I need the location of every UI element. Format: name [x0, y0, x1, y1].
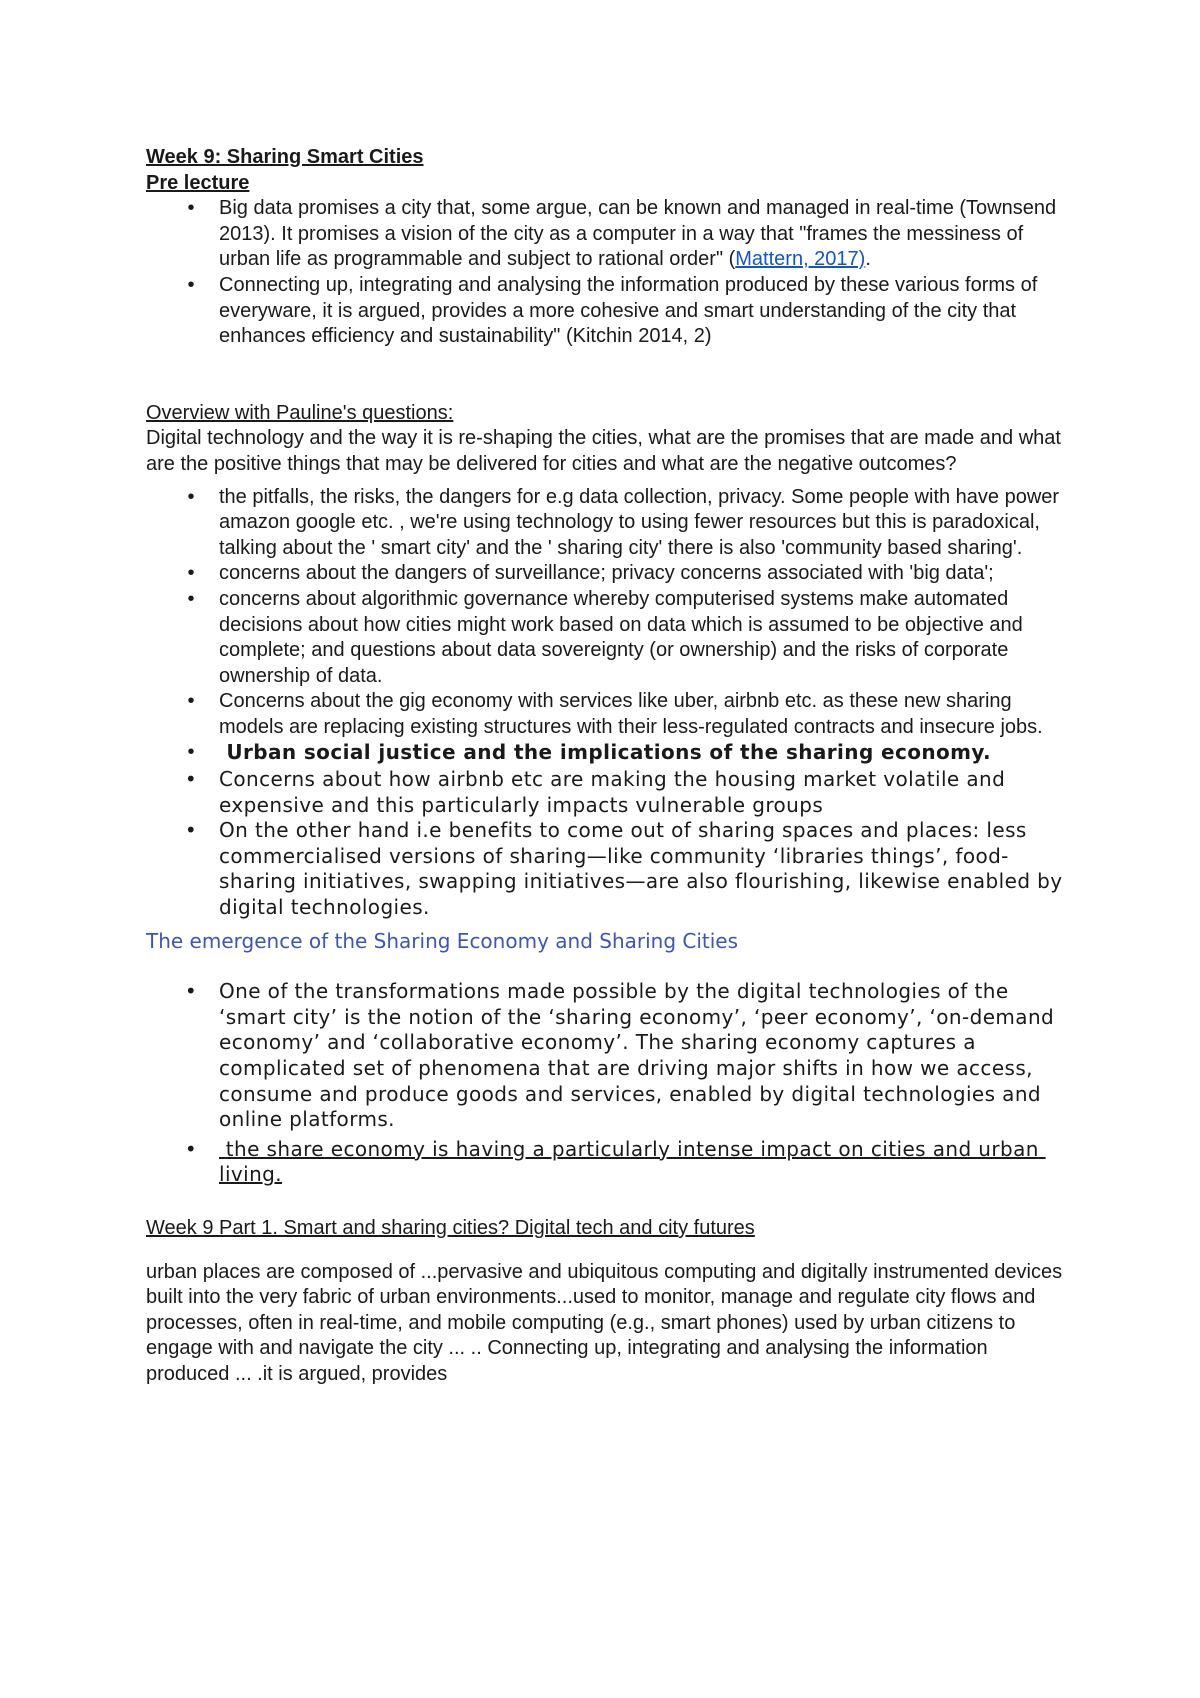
- bullet-icon: •: [187, 690, 195, 713]
- list-item: [146, 196, 1066, 273]
- bullet-icon: •: [184, 818, 198, 843]
- list-item-text: the pitfalls, the risks, the dangers for e.g data collection, privacy. Some people with have power amazon google etc. , we're using technology to using fewer resources but this is paradoxical, talking about the ' smart city' and the ' sharing city' there is also 'community based sharing'.: [219, 485, 1060, 559]
- overview-list: [146, 485, 1066, 921]
- list-item-text: One of the transformations made possible by the digital technologies of the ‘smart city’ is the notion of the ‘sharing economy’, ‘peer economy’, ‘on-demand economy’ and ‘collaborative economy’. The sharing economy captures a complicated set of phenomena that are driving major shifts in how we access, consume and produce goods and services, enabled by digital technologies and online platforms.: [219, 979, 1055, 1132]
- pre-lecture-heading: Pre lecture: [146, 171, 250, 194]
- bullet-icon: •: [187, 197, 195, 220]
- list-item: [146, 818, 1066, 920]
- bullet-icon: •: [184, 767, 198, 792]
- bullet-icon: •: [187, 587, 195, 610]
- list-item: [146, 689, 1066, 740]
- bullet-icon: •: [187, 485, 195, 508]
- part1-heading: Week 9 Part 1. Smart and sharing cities? Digital tech and city futures: [146, 1216, 755, 1239]
- list-item-text: On the other hand i.e benefits to come out of sharing spaces and places: less commercialised versions of sharing—like community ‘libraries things’, food-sharing initiatives, swapping initiatives—are also flourishing, likewise enabled by digital technologies.: [219, 818, 1063, 920]
- list-item-text: the share economy is having a particularly intense impact on cities and urban living.: [219, 1136, 1046, 1187]
- list-item: [146, 485, 1066, 562]
- list-item: [146, 740, 1066, 767]
- list-item-text: Urban social justice and the implications of the sharing economy.: [219, 740, 992, 765]
- bullet-icon: •: [184, 1136, 198, 1161]
- bullet-icon: •: [184, 979, 198, 1004]
- pre-lecture-item-text: Connecting up, integrating and analysing the information produced by these various forms of everyware, it is argued, provides a more cohesive and smart understanding of the city that enhances efficiency and sustainability" (Kitchin 2014, 2): [219, 273, 1038, 348]
- emergence-list: [146, 979, 1066, 1188]
- list-item-text: concerns about algorithmic governance whereby computerised systems make automated decisions about how cities might work based on data which is assumed to be objective and complete; and questions about data sovereignty (or ownership) and the risks of corporate ownership of data.: [219, 587, 1023, 687]
- list-item-text: Concerns about the gig economy with services like uber, airbnb etc. as these new sharing models are replacing existing structures with their less-regulated contracts and insecure jobs.: [219, 690, 1043, 738]
- document-title: Week 9: Sharing Smart Cities: [146, 146, 424, 168]
- pre-lecture-item-suffix: .: [865, 248, 871, 271]
- bullet-icon: •: [187, 562, 195, 585]
- overview-heading: Overview with Pauline's questions:: [146, 401, 454, 424]
- list-item-text: concerns about the dangers of surveillance; privacy concerns associated with 'big data';: [219, 562, 994, 585]
- list-item: [146, 561, 1066, 587]
- bullet-icon: •: [187, 273, 195, 296]
- list-item: [146, 273, 1066, 350]
- part1-body: urban places are composed of ...pervasive and ubiquitous computing and digitally instrumented devices built into the very fabric of urban environments...used to monitor, manage and regulate city flows and processes, often in real-time, and mobile computing (e.g., smart phones) used by urban citizens to engage with and navigate the city ... .. Connecting up, integrating and analysing the information produced ... .it is argued, provides: [146, 1260, 1063, 1385]
- overview-intro: Digital technology and the way it is re-shaping the cities, what are the promises that are made and what are the positive things that may be delivered for cities and what are the negative outcomes?: [146, 427, 1061, 475]
- list-item: [146, 1137, 1066, 1188]
- bullet-icon: •: [187, 741, 195, 764]
- list-item-text: Concerns about how airbnb etc are making the housing market volatile and expensive and this particularly impacts vulnerable groups: [219, 767, 1006, 817]
- document-body: [146, 145, 1066, 1388]
- list-item: [146, 767, 1066, 818]
- list-item: [146, 587, 1066, 689]
- list-item: [146, 979, 1066, 1133]
- pre-lecture-list: [146, 196, 1066, 350]
- pre-lecture-item-text: Big data promises a city that, some argue, can be known and managed in real-time (Townsend 2013). It promises a vision of the city as a computer in a way that "frames the messiness of urban life as programmable and subject to rational order" (: [219, 197, 1057, 271]
- section-heading: The emergence of the Sharing Economy and Sharing Cities: [146, 928, 739, 953]
- citation-link[interactable]: Mattern, 2017): [735, 248, 866, 271]
